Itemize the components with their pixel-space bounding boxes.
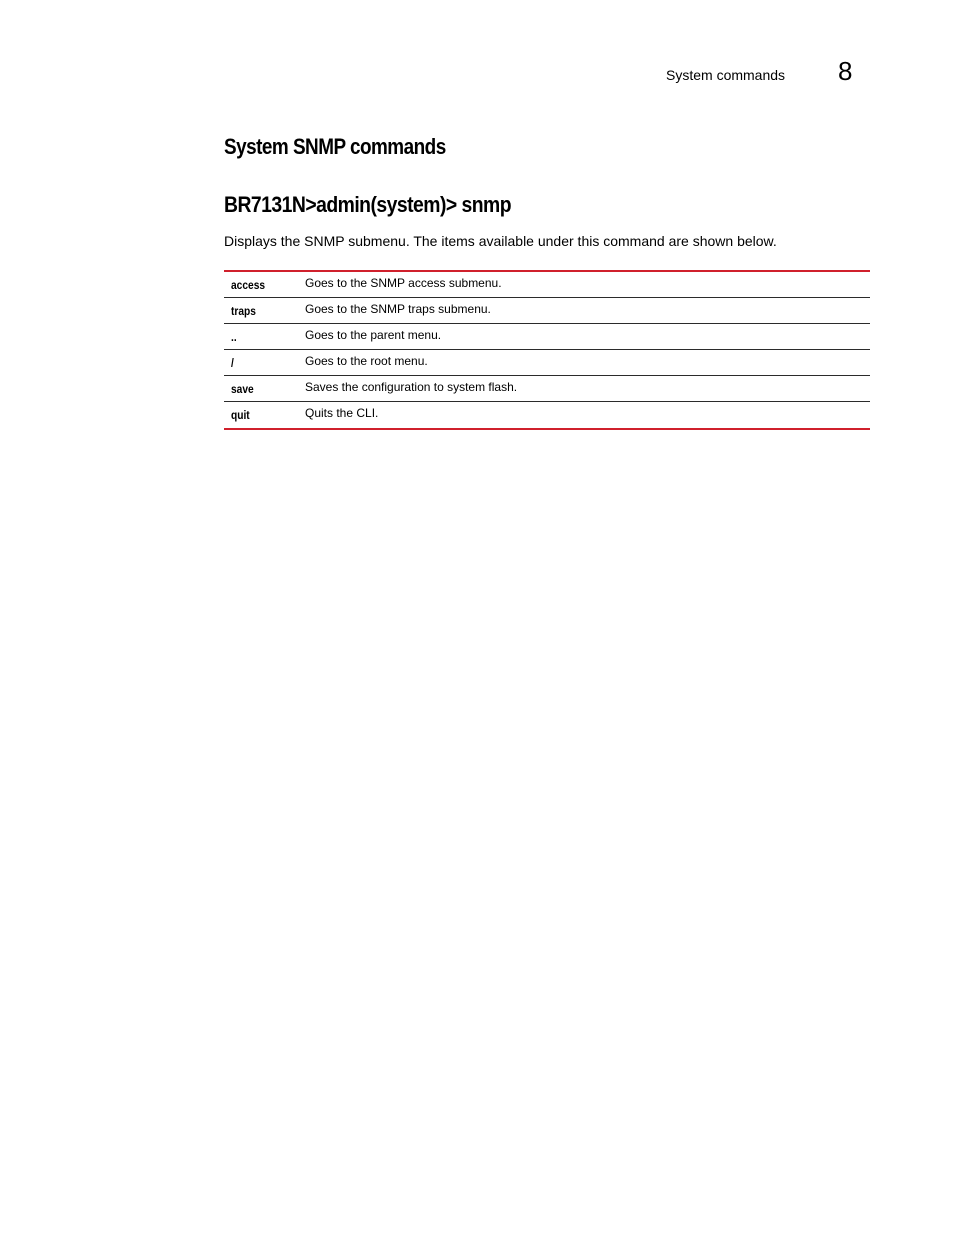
command-row-description: Goes to the parent menu. [305, 328, 442, 342]
command-row-description: Goes to the root menu. [305, 354, 428, 368]
command-name: / [231, 356, 234, 370]
command-row-description: Goes to the SNMP access submenu. [305, 276, 502, 290]
command-row-description: Goes to the SNMP traps submenu. [305, 302, 491, 316]
table-row [224, 402, 870, 428]
command-row-description: Saves the configuration to system flash. [305, 380, 518, 394]
command-row-description: Quits the CLI. [305, 406, 379, 420]
command-description: Displays the SNMP submenu. The items available under this command are shown below. [224, 233, 777, 249]
submenu-command-table [224, 270, 870, 430]
table-row [224, 350, 870, 376]
running-header-section: System commands [666, 67, 786, 83]
table-row [224, 272, 870, 298]
table-row [224, 376, 870, 402]
command-title: BR7131N>admin(system)> snmp [224, 192, 512, 217]
command-name: traps [231, 304, 256, 318]
command-name: .. [231, 330, 237, 344]
table-row [224, 298, 870, 324]
chapter-number: 8 [838, 56, 853, 86]
section-title: System SNMP commands [224, 134, 446, 159]
command-name: access [231, 278, 266, 292]
table-row [224, 324, 870, 350]
command-name: save [231, 382, 254, 396]
command-name: quit [231, 408, 250, 422]
